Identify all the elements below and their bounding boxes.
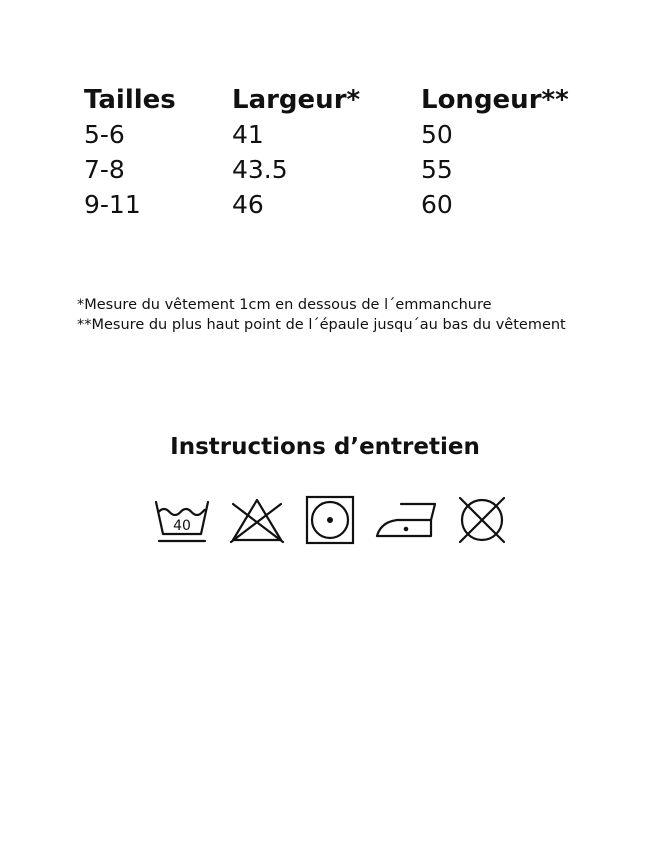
- table-row: [84, 187, 601, 222]
- iron-low-icon: [373, 492, 437, 548]
- table-row: [84, 152, 601, 187]
- header-longeur: Longeur**: [421, 84, 569, 115]
- cell-width: 41: [232, 120, 264, 149]
- size-table-header: [84, 82, 601, 117]
- cell-length: 55: [421, 155, 453, 184]
- cell-length: 60: [421, 190, 453, 219]
- cell-width: 43.5: [232, 155, 288, 184]
- no-dry-clean-icon: [452, 492, 512, 548]
- care-instructions-title: Instructions d’entretien: [170, 434, 480, 460]
- header-largeur: Largeur*: [232, 84, 361, 115]
- header-tailles: Tailles: [84, 84, 176, 115]
- cell-width: 46: [232, 190, 264, 219]
- table-row: [84, 117, 601, 152]
- tumble-dry-icon: [302, 492, 358, 548]
- note-largeur: *Mesure du vêtement 1cm en dessous de l´emmanchure: [77, 297, 492, 313]
- cell-size: 5-6: [84, 120, 125, 149]
- measurement-notes: [77, 295, 566, 335]
- cell-size: 7-8: [84, 155, 125, 184]
- size-table: [84, 82, 601, 222]
- note-longeur: **Mesure du plus haut point de l´épaule jusqu´au bas du vêtement: [77, 317, 566, 333]
- wash-temperature-label: 40: [173, 518, 191, 534]
- cell-size: 9-11: [84, 190, 141, 219]
- wash-40-icon: [152, 492, 212, 548]
- care-icons-row: [152, 492, 512, 548]
- cell-length: 50: [421, 120, 453, 149]
- no-bleach-icon: [227, 492, 287, 548]
